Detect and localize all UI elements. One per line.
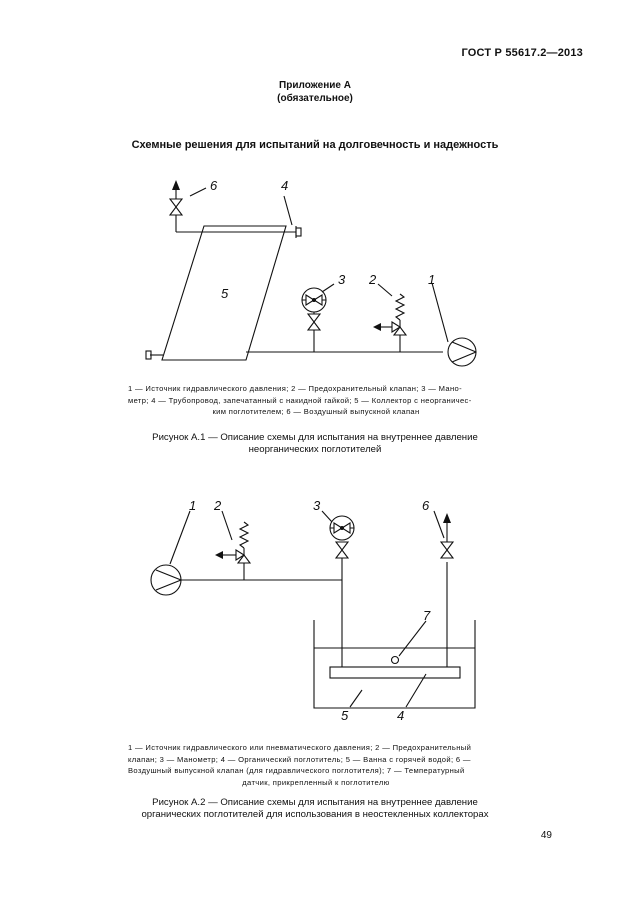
fig1-label-3: 3: [338, 272, 346, 287]
fig2-label-5: 5: [341, 708, 349, 723]
section-title: Схемные решения для испытаний на долговечность и надежность: [131, 139, 499, 151]
fig2-label-2: 2: [214, 498, 222, 513]
fig2-label-1: 1: [189, 498, 197, 513]
fig1-legend-line: ким поглотителем; 6 — Воздушный выпускной клапан: [212, 407, 420, 416]
figure-a2-legend: [128, 742, 504, 788]
standard-header: ГОСТ Р 55617.2—2013: [461, 47, 583, 59]
fig2-legend-line: клапан; 3 — Манометр; 4 — Органический поглотитель; 5 — Ванна с горячей водой; 6 —: [128, 754, 471, 764]
figure-a2-caption-2: органических поглотителей для использования в неостекленных коллекторах: [141, 809, 489, 820]
fig1-legend-line: 1 — Источник гидравлического давления; 2 — Предохранительный клапан; 3 — Мано-: [128, 384, 462, 393]
fig1-label-5: 5: [221, 286, 229, 301]
fig2-legend-line: 1 — Источник гидравлического или пневматического давления; 2 — Предохранительный: [128, 743, 472, 752]
fig2-legend-line: Воздушный выпускной клапан (для гидравлического поглотителя); 7 — Температурный: [128, 766, 465, 775]
figure-a2-caption-1: Рисунок А.2 — Описание схемы для испытания на внутреннее давление: [152, 797, 478, 808]
figure-a1-legend: [128, 383, 504, 418]
fig1-label-2: 2: [369, 272, 377, 287]
fig2-label-4: 4: [397, 708, 405, 723]
fig1-label-1: 1: [428, 272, 436, 287]
fig1-label-6: 6: [210, 178, 218, 193]
figure-a1-caption-1: Рисунок А.1 — Описание схемы для испытания на внутреннее давление: [152, 432, 478, 443]
fig2-label-6: 6: [422, 498, 430, 513]
fig1-label-4: 4: [281, 178, 289, 193]
fig2-legend-line: датчик, прикрепленный к поглотителю: [242, 777, 390, 787]
page-number: 49: [540, 830, 552, 841]
figure-a1-caption-2: неорганических поглотителей: [248, 444, 382, 455]
appendix-title: Приложение А: [279, 80, 351, 91]
fig2-label-7: 7: [423, 608, 431, 623]
fig2-label-3: 3: [313, 498, 321, 513]
fig1-legend-line: метр; 4 — Трубопровод, запечатанный с накидной гайкой; 5 — Коллектор с неорганичес-: [128, 395, 472, 405]
appendix-subtitle: (обязательное): [277, 93, 353, 104]
